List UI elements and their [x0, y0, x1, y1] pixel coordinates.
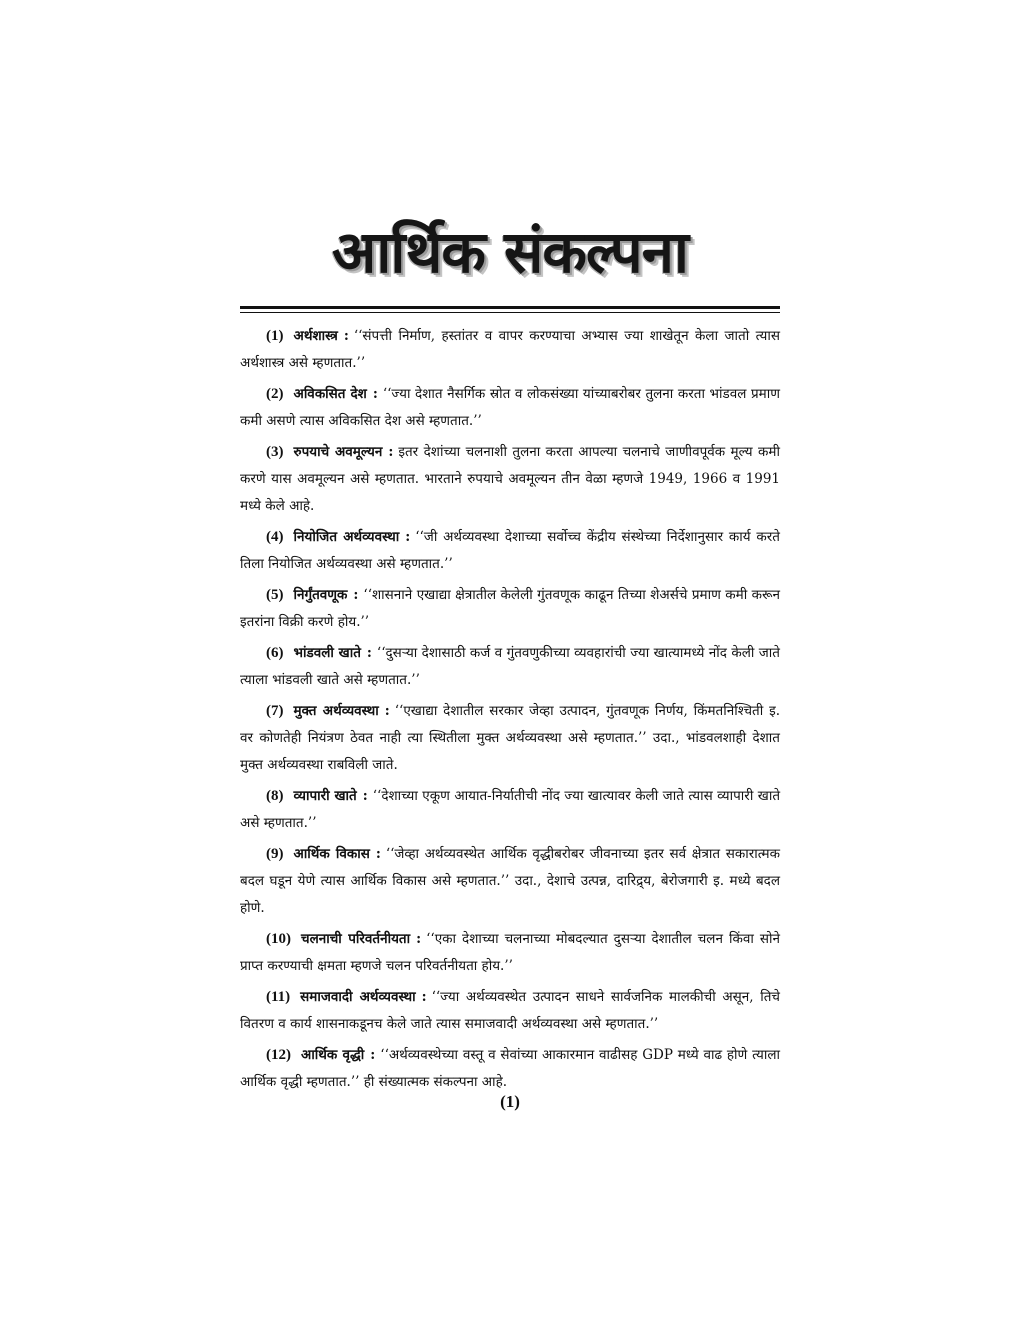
term-number: (5) — [266, 587, 284, 603]
term-name: निर्गुंतवणूक — [293, 587, 348, 603]
term-item — [240, 984, 780, 1038]
term-separator: : — [388, 444, 394, 460]
term-number: (1) — [266, 328, 284, 344]
term-definition: ‘‘ज्या अर्थव्यवस्थेत उत्पादन साधने सार्वजनिक मालकीची असून, तिचे वितरण व कार्य शासनाकडूनच केले जाते त्यास समाजवादी अर्थव्यवस्था असे म्हणतात.’’ — [240, 989, 780, 1032]
terms-list — [240, 323, 780, 1100]
term-separator: : — [421, 989, 427, 1005]
term-name: अविकसित देश — [293, 386, 367, 402]
term-separator: : — [370, 1047, 376, 1063]
term-item — [240, 1042, 780, 1096]
term-definition: इतर देशांच्या चलनाशी तुलना करता आपल्या चलनाचे जाणीवपूर्वक मूल्य कमी करणे यास अवमूल्यन असे म्हणतात. भारताने रुपयाचे अवमूल्यन तीन वेळा म्हणजे 1949, 1966 व 1991 मध्ये केले आहे. — [240, 444, 780, 514]
term-definition: ‘‘अर्थव्यवस्थेच्या वस्तू व सेवांच्या आकारमान वाढीसह GDP मध्ये वाढ होणे त्याला आर्थिक वृद्धी म्हणतात.’’ ही संख्यात्मक संकल्पना आहे. — [240, 1047, 780, 1090]
term-item — [240, 439, 780, 520]
term-separator: : — [405, 529, 411, 545]
term-item — [240, 524, 780, 578]
term-number: (12) — [266, 1047, 291, 1063]
term-definition: ‘‘जेव्हा अर्थव्यवस्थेत आर्थिक वृद्धीबरोबर जीवनाच्या इतर सर्व क्षेत्रात सकारात्मक बदल घडून येणे त्यास आर्थिक विकास असे म्हणतात.’’ उदा., देशाचे उत्पन्न, दारिद्र्य, बेरोजगारी इ. मध्ये बदल होणे. — [240, 846, 780, 916]
term-name: आर्थिक विकास — [293, 846, 370, 862]
term-separator: : — [372, 386, 378, 402]
term-number: (7) — [266, 703, 284, 719]
term-name: मुक्त अर्थव्यवस्था — [293, 703, 379, 719]
term-definition: ‘‘संपत्ती निर्माण, हस्तांतर व वापर करण्याचा अभ्यास ज्या शाखेतून केला जातो त्यास अर्थशास्त्र असे म्हणतात.’’ — [240, 328, 780, 371]
title-divider-thick — [240, 306, 780, 309]
term-definition: ‘‘दुसऱ्या देशासाठी कर्ज व गुंतवणुकीच्या व्यवहारांची ज्या खात्यामध्ये नोंद केली जाते त्याला भांडवली खाते असे म्हणतात.’’ — [240, 645, 780, 688]
term-item — [240, 841, 780, 922]
term-number: (4) — [266, 529, 284, 545]
term-name: चलनाची परिवर्तनीयता — [301, 931, 411, 947]
term-name: नियोजित अर्थव्यवस्था — [293, 529, 400, 545]
term-definition: ‘‘देशाच्या एकूण आयात-निर्यातीची नोंद ज्या खात्यावर केली जाते त्यास व्यापारी खाते असे म्हणतात.’’ — [240, 788, 781, 831]
term-separator: : — [384, 703, 390, 719]
page-number: (1) — [500, 1092, 520, 1111]
term-item — [240, 783, 780, 837]
term-item — [240, 640, 780, 694]
term-name: रुपयाचे अवमूल्यन — [293, 444, 383, 460]
term-definition: ‘‘ज्या देशात नैसर्गिक स्रोत व लोकसंख्या यांच्याबरोबर तुलना करता भांडवल प्रमाण कमी असणे त्यास अविकसित देश असे म्हणतात.’’ — [240, 386, 780, 429]
term-definition: ‘‘शासनाने एखाद्या क्षेत्रातील केलेली गुंतवणूक काढून तिच्या शेअर्सचे प्रमाण कमी करून इतरांना विक्री करणे होय.’’ — [240, 587, 780, 630]
term-name: आर्थिक वृद्धी — [301, 1047, 365, 1063]
term-item — [240, 582, 780, 636]
page-title: आर्थिक संकल्पना — [332, 218, 688, 286]
term-number: (6) — [266, 645, 284, 661]
term-number: (3) — [266, 444, 284, 460]
title-divider-thin — [240, 312, 780, 313]
term-item — [240, 323, 780, 377]
term-number: (2) — [266, 386, 284, 402]
term-separator: : — [416, 931, 422, 947]
term-item — [240, 381, 780, 435]
term-name: अर्थशास्त्र — [293, 328, 338, 344]
term-name: भांडवली खाते — [293, 645, 361, 661]
term-name: व्यापारी खाते — [293, 788, 357, 804]
term-separator: : — [366, 645, 372, 661]
term-number: (8) — [266, 788, 284, 804]
term-separator: : — [353, 587, 359, 603]
term-definition: ‘‘एका देशाच्या चलनाच्या मोबदल्यात दुसऱ्या देशातील चलन किंवा सोने प्राप्त करण्याची क्षमता म्हणजे चलन परिवर्तनीयता होय.’’ — [240, 931, 780, 974]
term-item — [240, 926, 780, 980]
term-separator: : — [362, 788, 368, 804]
term-separator: : — [343, 328, 349, 344]
term-number: (9) — [266, 846, 284, 862]
term-definition: ‘‘जी अर्थव्यवस्था देशाच्या सर्वोच्च केंद्रीय संस्थेच्या निर्देशानुसार कार्य करते तिला नियोजित अर्थव्यवस्था असे म्हणतात.’’ — [240, 529, 780, 572]
term-number: (11) — [266, 989, 291, 1005]
term-number: (10) — [266, 931, 291, 947]
term-name: समाजवादी अर्थव्यवस्था — [300, 989, 416, 1005]
term-item — [240, 698, 780, 779]
term-separator: : — [375, 846, 381, 862]
term-definition: ‘‘एखाद्या देशातील सरकार जेव्हा उत्पादन, गुंतवणूक निर्णय, किंमतनिश्चिती इ. वर कोणतेही नियंत्रण ठेवत नाही त्या स्थितीला मुक्त अर्थव्यवस्था असे म्हणतात.’’ उदा., भांडवलशाही देशात मुक्त अर्थव्यवस्था राबविली जाते. — [240, 703, 781, 773]
